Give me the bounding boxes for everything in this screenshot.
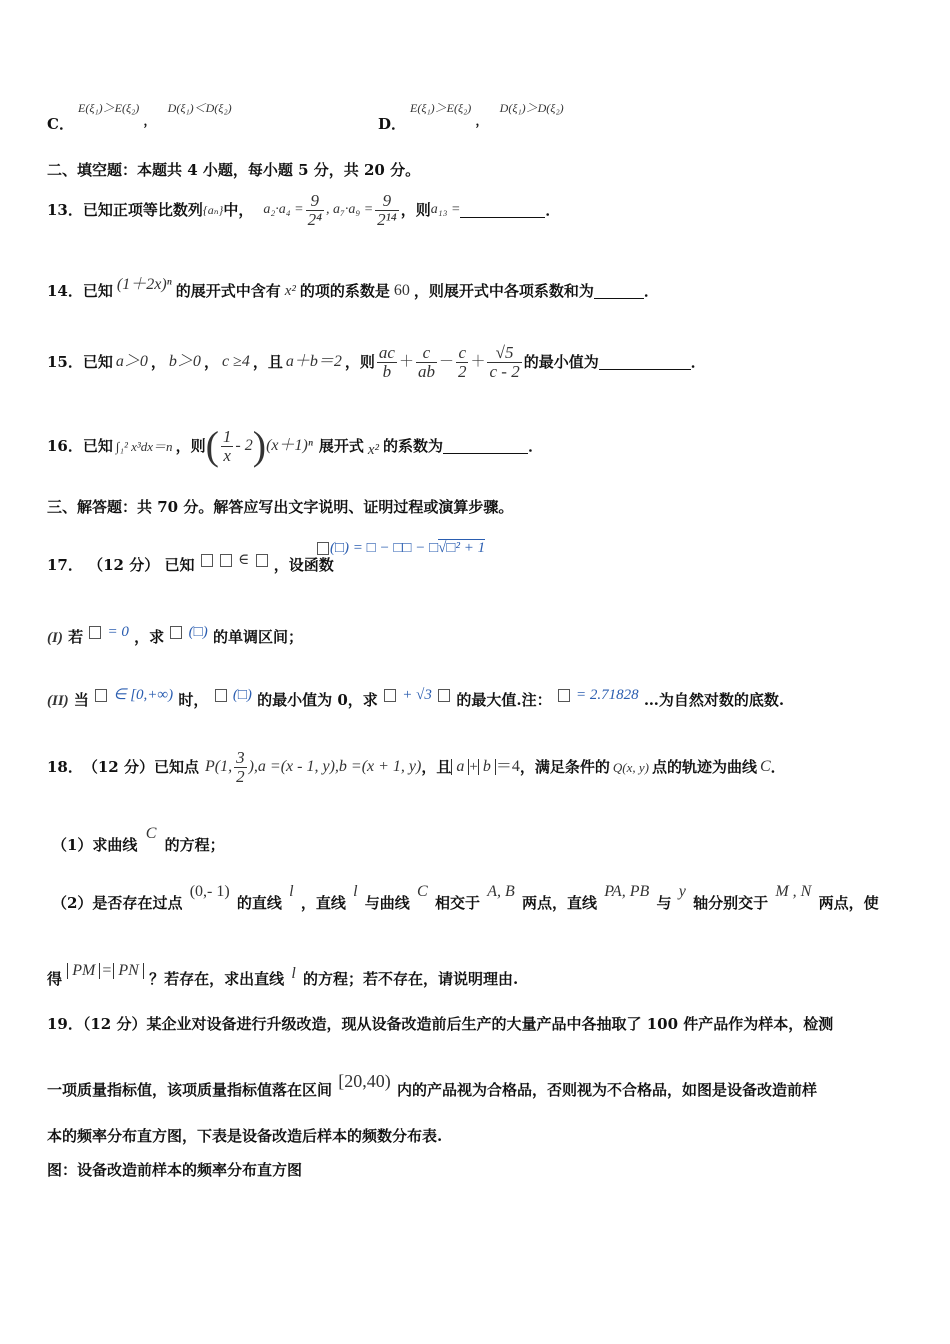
q17-part1-expr2: (□) [188,624,208,640]
q17-glyph2-icon [220,554,232,567]
q17-part2 [47,687,785,709]
q18-abs-a: a [451,759,469,775]
q18-plus: + [469,758,478,775]
q13-frac1-den: 2⁴ [307,209,322,229]
q15-op3: ＋ [470,353,486,370]
q17-in-icon: ∈ [238,552,250,568]
option-d-expr2: D(ξ₁)＞D(ξ₂) [499,101,564,115]
q16-expr4: x² [367,441,380,458]
q18-number: 18． [47,757,83,776]
q17-part2-expr4: = 2.71828 [576,687,639,703]
question-17 [47,552,334,574]
q15-text2: ，且 [252,352,283,371]
q18-part2-text5: 两点，直线 [521,894,597,912]
q15-expr1: a＞0 [115,353,148,370]
q15-frac1-num: ac [378,342,395,362]
q17-part2-text1: 当 [73,691,89,709]
q15-op2: － [438,353,454,370]
q18-part2-expr5: A, B [487,883,515,900]
q15-answer-blank[interactable] [599,355,691,370]
q17-part2-glyph5-icon [558,689,570,702]
q14-expr3: 60 [393,282,410,299]
q15-frac1 [377,344,397,381]
q18-part2-text6: 与 [656,894,672,912]
q18-abs-pn: PN [113,963,143,979]
q16-lparen-icon: ( [205,423,219,468]
q19-line1: 19．（12 分）某企业对设备进行升级改造，现从设备改造前后生产的大量产品中各抽取了 100 件产品作为样本，检测 [47,1015,834,1033]
q16-text2: ，则 [175,436,206,455]
q18-part2-expr7: y [678,883,686,900]
q16-expr2: - 2 [235,437,253,454]
q15-frac1-den: b [382,361,392,381]
question-18 [47,742,786,792]
q18-abs-b: b [478,759,496,775]
q16-expr3: (x＋1)ⁿ [266,437,313,454]
q17-part1-expr1: = 0 [107,624,129,640]
q18-part2-text1: 的直线 [236,894,282,912]
q15-text3: ，则 [344,352,375,371]
question-15 [47,337,706,387]
q18-part2-expr1: (0,- 1) [189,883,230,900]
question-14 [47,276,659,306]
q17-part1 [47,624,303,646]
q18-expr2: ),a =(x - 1, y),b =(x + 1, y) [248,758,422,775]
q14-text2: 的展开式中含有 [175,281,281,300]
option-c [47,117,74,132]
q13-expr2: , a₇·a₉ = [325,202,374,217]
q13-seq: {aₙ} [202,203,224,217]
q13-expr1: a₂·a₄ = [263,202,304,217]
q18-part2-label: （2）是否存在过点 [52,894,183,912]
option-d-expr [410,101,564,128]
q18-part2-expr8: M , N [775,883,812,900]
q17-glyph1-icon [201,554,213,567]
q18-part2-text7: 轴分别交于 [693,894,769,912]
option-d-sep: ， [475,114,488,128]
q14-text3: 的项的系数是 [299,281,390,300]
q13-expr3: a₁₃ = [430,202,461,217]
q15-frac3-num: c [456,344,469,363]
q18-text1: ，且 [421,757,452,776]
option-c-expr1: E(ξ₁)＞E(ξ₂) [78,101,140,115]
section2-heading: 二、填空题：本题共 4 小题，每小题 5 分，共 20 分。 [47,161,421,179]
q19-line2-expr: [20,40) [338,1071,391,1091]
q13-answer-blank[interactable] [460,203,545,218]
q18-expr5: C [759,758,771,775]
q16-frac-den: x [223,445,231,465]
q17-part1-text3: 的单调区间； [212,628,303,646]
q17-text1: 已知 [164,556,195,574]
q18-part2-text8: 两点，使 [818,894,879,912]
q18-part1 [52,825,225,854]
option-d [378,117,406,132]
q18-abs-eq: = [102,962,112,979]
q18-frac-den: 2 [236,766,245,786]
q18-part2-text4: 相交于 [434,894,480,912]
q15-end: ． [690,352,706,371]
q18-part1-text: 的方程； [164,836,225,854]
q17-part2-glyph4-icon [438,689,450,702]
q16-text4: 的系数为 [383,436,444,455]
q18-abs-pm: PM [67,963,100,979]
q17-part1-text1: 若 [68,628,84,646]
option-d-label: D． [378,115,407,133]
q18-part2-text2: ，直线 [300,894,346,912]
q17-score: （12 分） [88,556,160,574]
q18-part2-expr4: C [417,883,428,900]
q16-text1: 已知 [82,436,113,455]
q17-part2-glyph3-icon [384,689,396,702]
q17-text2: ，设函数 [273,556,334,574]
q13-frac2 [375,192,399,229]
q17-glyph3-icon [256,554,268,567]
option-c-expr2: D(ξ₁)＜D(ξ₂) [167,101,232,115]
q18-part2b-expr4: l [291,965,296,982]
q18-frac-num: 3 [236,747,245,767]
q16-end: ． [528,436,544,455]
q14-answer-blank[interactable] [594,284,644,299]
q16-answer-blank[interactable] [443,439,528,454]
q17-part2-glyph2-icon [215,689,227,702]
q18-score: （12 分）已知点 [82,757,199,776]
q17-number: 17． [47,556,83,574]
q13-end: ． [545,200,561,219]
q15-expr2: b＞0 [168,353,201,370]
q18-expr1: P(1, [204,758,233,775]
q17-part1-text2: ，求 [134,628,165,646]
q18-text3: 点的轨迹为曲线 [651,757,757,776]
q17-sqrt-icon: √□² + 1 [438,540,486,556]
q17-part1-label: (I) [47,630,63,646]
q15-frac2-den: ab [417,361,435,381]
q15-frac3 [456,344,469,381]
q18-part2-text3: 与曲线 [364,894,410,912]
q17-function-expr: (□) = □ − □□ − □ [330,540,439,556]
q15-expr3: c ≥4 [221,353,250,370]
q18-eq4: ＝4 [495,758,520,775]
q14-expr1: (1＋2x)ⁿ [116,276,172,293]
q15-expr4: a＋b＝2 [285,353,342,370]
option-c-label: C． [47,115,74,133]
q13-number: 13． [47,200,83,219]
q18-end: ． [770,757,786,776]
q17-part1-glyph2-icon [170,626,182,639]
q17-part1-glyph-icon [89,626,101,639]
q14-text1: 已知 [82,281,113,300]
q18-part2-expr3: l [353,883,358,900]
q14-expr2: x² [284,282,296,299]
q17-function [316,540,485,556]
q18-part2b-text3: 的方程；若不存在，请说明理由. [303,970,519,988]
q16-rparen-icon: ) [252,423,267,468]
q19-line2 [47,1071,817,1099]
q15-sep1: ， [150,352,166,371]
section3-heading: 三、解答题：共 70 分。解答应写出文字说明、证明过程或演算步骤。 [47,498,514,516]
q18-part2-cont [47,962,519,988]
q14-text4: ，则展开式中各项系数和为 [413,281,594,300]
q19-figure-caption: 图：设备改造前样本的频率分布直方图 [47,1161,303,1179]
q19-line2-text1: 一项质量指标值，该项质量指标值落在区间 [47,1081,333,1099]
q15-frac4-num: √5 [487,344,521,363]
q17-part2-text3: 的最小值为 0，求 [257,691,378,709]
q18-part1-label: （1）求曲线 [52,836,138,854]
q17-part2-expr1: ∈ [0,+∞) [113,687,174,703]
q18-part2b-text1: 得 [47,970,63,988]
q13-text2: 中， [223,200,254,219]
q19-line3: 本的频率分布直方图，下表是设备改造后样本的频数分布表. [47,1127,443,1145]
q17-part2-text5: …为自然对数的底数. [643,691,785,709]
q16-frac [221,428,234,465]
q18-frac [234,749,247,786]
q16-expr1: ∫₁² x³dx＝n [115,438,173,454]
q13-text1: 已知正项等比数列 [82,200,203,219]
q18-expr4: Q(x, y) [612,759,649,775]
question-16 [47,418,543,474]
q18-part1-expr: C [145,825,157,842]
q17-part2-text4: 的最大值.注： [456,691,552,709]
question-13 [47,185,560,235]
q15-frac2-num: c [416,344,437,363]
q15-op1: ＋ [398,353,414,370]
q17-part2-text2: 时， [178,691,209,709]
q16-number: 16． [47,436,83,455]
q18-part2-expr2: l [289,883,294,900]
q14-end: ． [643,281,659,300]
q15-frac2 [416,344,437,381]
q15-frac3-den: 2 [457,361,467,381]
q13-frac1-num: 9 [306,192,324,211]
q17-func-glyph-icon [317,542,329,555]
option-c-sep: ， [143,114,156,128]
q16-frac-num: 1 [222,426,232,446]
q15-sep2: ， [203,352,219,371]
q17-part2-expr2: (□) [232,687,252,703]
q15-frac4-den: c - 2 [489,361,520,381]
q17-part2-expr3: + √3 [402,687,432,703]
q15-text4: 的最小值为 [523,352,599,371]
option-d-expr1: E(ξ₁)＞E(ξ₂) [410,101,472,115]
q13-frac2-num: 9 [375,192,399,211]
q13-frac2-den: 2¹⁴ [377,209,397,229]
q13-frac1 [306,192,324,229]
q18-part2b-text2: ？若存在，求出直线 [149,970,285,988]
q17-part2-glyph1-icon [95,689,107,702]
option-c-expr [78,101,232,128]
q16-text3: 展开式 [318,436,364,455]
q15-text1: 已知 [82,352,113,371]
q18-text2: ，满足条件的 [519,757,610,776]
q14-number: 14． [47,281,83,300]
q13-text3: ，则 [400,200,431,219]
q17-part2-label: (II) [47,693,69,709]
q18-part2 [52,883,879,912]
q15-number: 15． [47,352,83,371]
q15-frac4 [487,344,521,381]
q18-part2-expr6: PA, PB [604,883,650,900]
q19-line2-text2: 内的产品视为合格品，否则视为不合格品，如图是设备改造前样 [396,1081,817,1099]
